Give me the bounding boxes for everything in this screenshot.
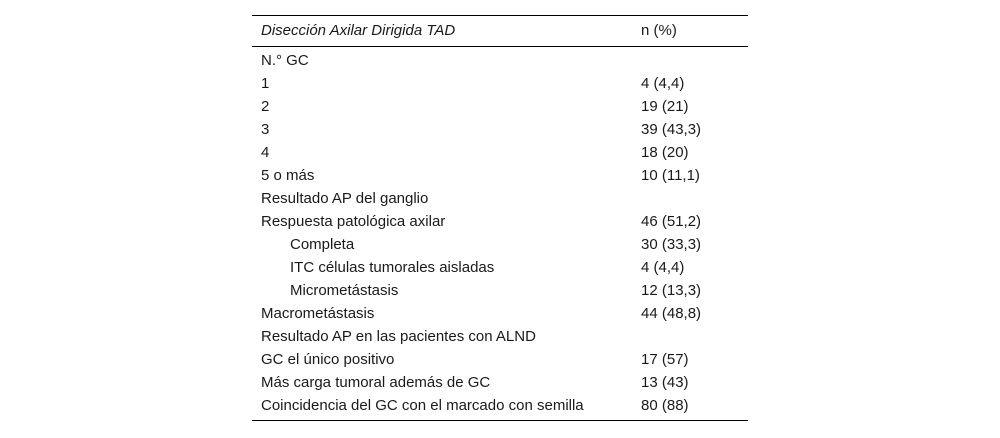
table-row <box>252 49 748 72</box>
row-value: 19 (21) <box>641 98 689 115</box>
table-row <box>252 72 748 95</box>
row-label: Coincidencia del GC con el marcado con semilla <box>261 397 584 414</box>
table-body <box>252 47 748 420</box>
row-value: 46 (51,2) <box>641 213 702 230</box>
row-value: 10 (11,1) <box>641 167 700 184</box>
bottom-rule <box>252 420 748 421</box>
row-value: 13 (43) <box>641 374 689 391</box>
table-row <box>252 210 748 233</box>
table-row <box>252 371 748 394</box>
row-label: 4 <box>261 144 270 161</box>
row-label: Más carga tumoral además de GC <box>261 374 491 391</box>
row-label: 5 o más <box>261 167 315 184</box>
table-row <box>252 95 748 118</box>
row-label: Respuesta patológica axilar <box>261 213 446 230</box>
table-row <box>252 187 748 210</box>
table-header-row <box>252 16 748 46</box>
row-value: 39 (43,3) <box>641 121 702 138</box>
row-value: 30 (33,3) <box>641 236 702 253</box>
row-label <box>252 256 641 279</box>
row-value: 44 (48,8) <box>641 305 702 322</box>
row-value: 4 (4,4) <box>641 259 685 276</box>
row-label: N.° GC <box>261 52 309 69</box>
row-value: 80 (88) <box>641 397 689 414</box>
row-label: Resultado AP del ganglio <box>261 190 429 207</box>
row-label: Macrometástasis <box>261 305 375 322</box>
results-table <box>252 15 748 421</box>
table-row <box>252 118 748 141</box>
row-label <box>252 233 641 256</box>
row-value: 18 (20) <box>641 144 689 161</box>
header-label: Disección Axilar Dirigida TAD <box>261 22 456 39</box>
table-row <box>252 164 748 187</box>
row-label-text: Completa <box>290 236 355 253</box>
table-row <box>252 394 748 417</box>
row-label: 1 <box>261 75 270 92</box>
table-row <box>252 233 748 256</box>
row-value <box>641 325 748 348</box>
header-value: n (%) <box>641 22 677 39</box>
row-value <box>641 187 748 210</box>
row-value: 12 (13,3) <box>641 282 702 299</box>
row-value: 4 (4,4) <box>641 75 685 92</box>
row-label-text: ITC células tumorales aisladas <box>290 259 495 276</box>
row-label: 3 <box>261 121 270 138</box>
table-row <box>252 348 748 371</box>
table-row <box>252 256 748 279</box>
row-value <box>641 49 748 72</box>
row-label: GC el único positivo <box>261 351 395 368</box>
table-row <box>252 279 748 302</box>
row-label-text: Micrometástasis <box>290 282 399 299</box>
table-row <box>252 302 748 325</box>
row-label <box>252 279 641 302</box>
table-row <box>252 141 748 164</box>
row-label: 2 <box>261 98 270 115</box>
row-value: 17 (57) <box>641 351 689 368</box>
table-row <box>252 325 748 348</box>
row-label: Resultado AP en las pacientes con ALND <box>261 328 536 345</box>
